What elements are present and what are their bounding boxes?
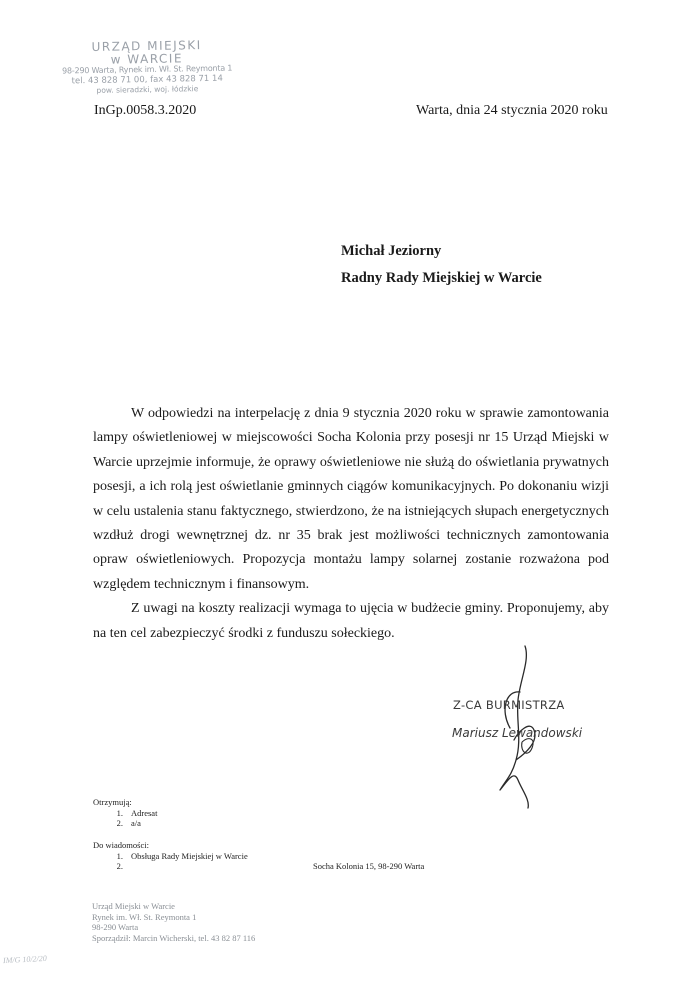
date-line: Warta, dnia 24 stycznia 2020 roku: [416, 103, 608, 118]
addressee-block: [341, 238, 542, 292]
margin-note: IM/G 10/2/20: [2, 953, 47, 966]
footer-line-2: Rynek im. Wł. St. Reymonta 1: [92, 911, 197, 922]
notify-list: [93, 840, 248, 872]
footer-line-1: Urząd Miejski w Warcie: [92, 901, 175, 911]
stamp-line-4: tel. 43 828 71 00, fax 43 828 71 14: [71, 73, 223, 87]
list-item-text: Obsługa Rady Miejskiej w Warcie: [131, 850, 248, 861]
stamp-line-5: pow. sieradzki, woj. łódzkie: [96, 84, 199, 95]
address-note: Socha Kolonia 15, 98-290 Warta: [313, 861, 425, 871]
body-paragraph-2: Z uwagi na koszty realizacji wymaga to ujęcia w budżecie gminy. Proponujemy, aby na ten cel zabezpieczyć środki z funduszu sołeckiego.: [93, 601, 609, 641]
body-paragraph-1: W odpowiedzi na interpelację z dnia 9 stycznia 2020 roku w sprawie zamontowania lampy oświetleniowej w miejscowości Socha Kolonia przy posesji nr 15 Urząd Miejski w Warcie uprzejmie informuje, że oprawy oświetleniowe nie służą do oświetlania prywatnych posesji, a ich rolą jest oświetlanie gminnych ciągów komunikacyjnych. Po dokonaniu wizji w celu ustalenia stanu faktycznego, stwierdzono, że na istniejących słupach energetycznych wzdłuż drogi wewnętrznej dz. nr 35 brak jest możliwości technicznych zamontowania opraw oświetleniowych. Propozycja montażu lampy solarnej zostanie rozważona pod względem technicznym i finansowym.: [93, 406, 609, 592]
signature-title: Z-CA BURMISTRZA: [453, 698, 565, 712]
stamp-line-3: 98-290 Warta, Rynek im. Wł. St. Reymonta 1: [61, 63, 233, 76]
recipients-heading: Otrzymują:: [93, 797, 132, 807]
stamp-line-2: w WARCIE: [110, 51, 184, 67]
list-item-text: a/a: [131, 818, 141, 828]
recipients-list: [93, 797, 157, 829]
list-item: [93, 818, 157, 829]
list-item-number: 2.: [116, 861, 123, 871]
reference-number: InGp.0058.3.2020: [94, 103, 197, 118]
footer-line-4: Sporządził: Marcin Wicherski, tel. 43 82 87 116: [92, 932, 256, 943]
list-item-number: 1.: [116, 850, 123, 861]
office-stamp: [62, 39, 233, 96]
list-item-text: Adresat: [131, 807, 158, 818]
list-item: [93, 808, 157, 819]
addressee-role: Radny Rady Miejskiej w Warcie: [341, 270, 542, 286]
stamp-line-1: URZĄD MIEJSKI: [91, 38, 202, 54]
notify-heading: Do wiadomości:: [93, 840, 149, 850]
list-item: [93, 861, 248, 872]
footer-line-3: 98-290 Warta: [92, 922, 139, 932]
handwritten-signature: [470, 640, 580, 810]
list-item-number: 2.: [116, 818, 123, 828]
footer-block: [92, 901, 255, 943]
letter-body: [93, 402, 609, 646]
list-item-number: 1.: [116, 807, 123, 818]
addressee-name: Michał Jeziorny: [341, 243, 442, 259]
signature-name: Mariusz Lewandowski: [452, 726, 583, 740]
list-item: [93, 851, 248, 862]
